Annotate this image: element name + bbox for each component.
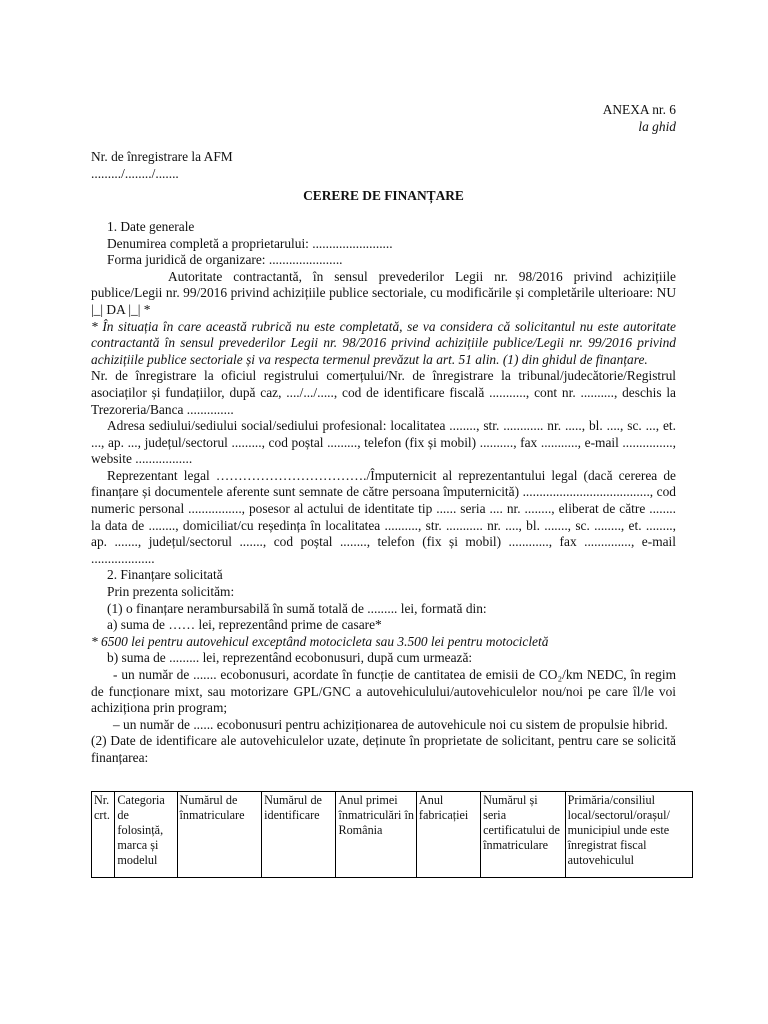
table-header-cell: Numărul de înmatriculare (177, 791, 262, 877)
la-ghid-label: la ghid (638, 118, 676, 134)
table-header-row (92, 791, 693, 877)
suma-a-note: * 6500 lei pentru autovehicul exceptând motocicleta sau 3.500 lei pentru motocicletă (91, 633, 549, 649)
anexa-label: ANEXA nr. 6 (602, 102, 676, 117)
table-header-cell: Numărul de identificare (262, 791, 336, 877)
reprezentant-field: Reprezentant legal ……………………………./Împuternicit al reprezentantului legal (dacă cererea de finanțare și documentele aferente sunt semnate de către persoana împuternicită) ......................................, cod numeric personal ................, posesor al actului de identitate tip ...... seria .... nr. ........, eliberat de către ........ la data de ........, domiciliat/cu reședința în localitatea .........., str. ........... nr. ...., bl. ......., sc. ........, et. ........, ap. ......., județul/sectorul ......., cod poștal ........, telefon (fix și mobil) ............, fax .............., e-mail ................... (91, 467, 676, 566)
suma-b: b) suma de ......... lei, reprezentând ecobonusuri, după cum urmează: (107, 650, 473, 666)
table-header-cell: Primăria/consiliul local/sectorul/orașul/ municipiul unde este înregistrat fiscal autovehiculul (565, 791, 692, 877)
table-header-cell: Anul primei înmatriculări în România (336, 791, 416, 877)
vehicles-table (91, 791, 693, 878)
nr-registru-field: Nr. de înregistrare la oficiul registrului comerțului/Nr. de înregistrare la tribunal/judecătorie/Registrul asociaților și fundațiilor, după caz, ..../.../....., cod de identificare fiscală ..........., cont nr. .........., deschis la Trezoreria/Banca .............. (91, 368, 676, 417)
section2-heading: 2. Finanțare solicitată (107, 567, 223, 583)
table-header-cell: Numărul și seria certificatului de înmatriculare (481, 791, 566, 877)
suma-a: a) suma de …… lei, reprezentând prime de casare* (107, 617, 382, 633)
forma-juridica-field: Forma juridică de organizare: ...................... (107, 252, 343, 268)
document-title: CERERE DE FINANȚARE (303, 188, 464, 204)
finantare-p1: (1) o finanțare nerambursabilă în sumă totală de ......... lei, formată din: (107, 600, 487, 616)
registration-value: ........./......../....... (91, 165, 179, 181)
ecobonus-2: – un număr de ...... ecobonusuri pentru achiziționarea de autovehicule noi cu sistem de propulsie hibrid. (113, 716, 668, 732)
registration-label: Nr. de înregistrare la AFM (91, 149, 233, 165)
table-header-cell: Nr. crt. (92, 791, 115, 877)
prin-prezenta: Prin prezenta solicităm: (107, 584, 235, 600)
denumire-field: Denumirea completă a proprietarului: ........................ (107, 235, 393, 251)
autoritate-field: Autoritate contractantă, în sensul prevederilor Legii nr. 98/2016 privind achizițiile publice/Legii nr. 99/2016 privind achizițiile publice sectoriale, cu modificările și completările ulterioare: NU |_| DA |_| * (91, 268, 676, 317)
table-header-cell: Anul fabricației (416, 791, 480, 877)
ecobonus-1: - un număr de ....... ecobonusuri, acordate în funcție de cantitatea de emisii de CO₂/km NEDC, în regim de funcționare mixt, sau motorizare GPL/GNC a autovehiculului/autovehiculelor nou/noi pe care îl/le voi achiziționa prin program; (91, 667, 676, 716)
document-page (91, 102, 676, 878)
section1-heading: 1. Date generale (107, 218, 195, 234)
table-header-cell: Categoria de folosință, marca și modelul (115, 791, 177, 877)
finantare-p2: (2) Date de identificare ale autovehiculelor uzate, deținute în proprietate de solicitant, pentru care se solicită finanțarea: (91, 733, 676, 765)
adresa-field: Adresa sediului/sediului social/sediului profesional: localitatea ........, str. ............ nr. ....., bl. ...., sc. ..., et. ..., ap. ..., județul/sectorul ........., cod poștal ........., telefon (fix și mobil) .........., fax ..........., e-mail ..............., website ................. (91, 418, 676, 467)
autoritate-note: * În situația în care această rubrică nu este completată, se va considera că solicitantul nu este autoritate contractantă în sensul prevederilor Legii nr. 98/2016 privind achizițiile publice/Legii nr. 99/2016 privind achizițiile publice sectoriale și va respecta termenul prevăzut la art. 51 alin. (1) din ghidul de finanțare. (91, 318, 676, 367)
